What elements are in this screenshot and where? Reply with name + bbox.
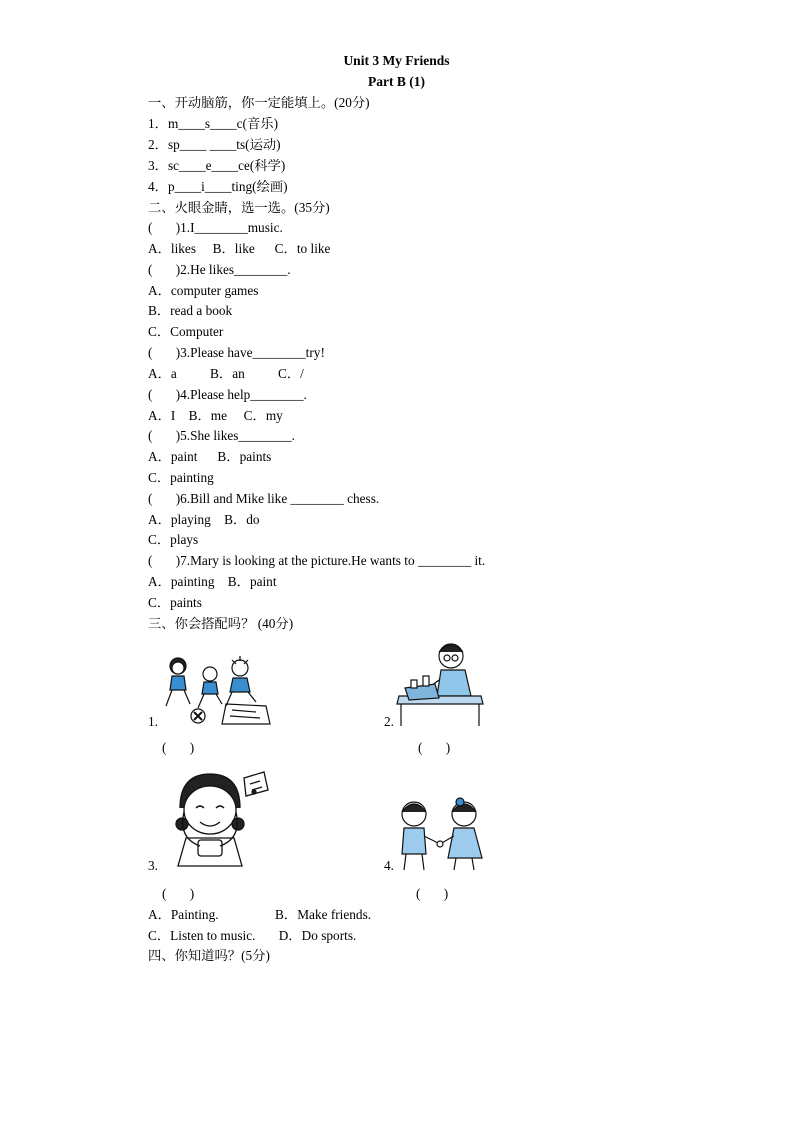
picture-number: 3. (148, 858, 158, 873)
picture-number: 4. (384, 858, 394, 873)
question-line: ( )7.Mary is looking at the picture.He wants to ________ it. (148, 553, 486, 568)
answer-blank: ( ) (162, 740, 195, 755)
question-line: ( )4.Please help________. (148, 387, 307, 402)
girl-listening-music-picture (160, 768, 272, 868)
options-line: A．paint B．paints (148, 449, 272, 464)
question-line: ( )1.I________music. (148, 220, 283, 235)
section1-item: 1．m____s____c(音乐) (148, 116, 279, 131)
boy-painting-picture (395, 640, 485, 728)
options-line: A．I B．me C．my (148, 408, 283, 423)
question-line: ( )6.Bill and Mike like ________ chess. (148, 491, 380, 506)
question-line: ( )2.He likes________. (148, 262, 291, 277)
section1-item: 2．sp____ ____ts(运动) (148, 137, 281, 152)
answer-blank: ( ) (162, 886, 195, 901)
question-line: ( )3.Please have________try! (148, 345, 325, 360)
options-line: A．a B．an C．/ (148, 366, 304, 381)
section4-heading: 四、你知道吗？(5分) (148, 948, 270, 963)
section1-item: 4．p____i____ting(绘画) (148, 179, 288, 194)
section3-heading: 三、你会搭配吗？ (40分) (148, 616, 294, 631)
answer-blank: ( ) (418, 740, 451, 755)
picture-number: 2. (384, 714, 394, 729)
options-line: A．likes B．like C．to like (148, 241, 331, 256)
options-line: C．plays (148, 532, 199, 547)
section1-item: 3．sc____e____ce(科学) (148, 158, 286, 173)
options-line: A．painting B．paint (148, 574, 277, 589)
picture-number: 1. (148, 714, 158, 729)
kids-playing-football-picture (160, 654, 272, 726)
match-options-line: A．Painting. B．Make friends. (148, 907, 372, 922)
options-line: A．playing B．do (148, 512, 260, 527)
options-line: B．read a book (148, 303, 233, 318)
section1-heading: 一、开动脑筋，你一定能填上。(20分) (148, 95, 370, 110)
page-title: Unit 3 My Friends (343, 53, 450, 68)
page-subtitle: Part B (1) (368, 74, 425, 89)
match-options-line: C．Listen to music. D．Do sports. (148, 928, 357, 943)
options-line: C．painting (148, 470, 214, 485)
options-line: A．computer games (148, 283, 259, 298)
options-line: C．paints (148, 595, 202, 610)
answer-blank: ( ) (416, 886, 449, 901)
options-line: C．Computer (148, 324, 224, 339)
kids-shaking-hands-picture (394, 796, 486, 872)
section2-heading: 二、火眼金睛，选一选。(35分) (148, 200, 330, 215)
question-line: ( )5.She likes________. (148, 428, 295, 443)
